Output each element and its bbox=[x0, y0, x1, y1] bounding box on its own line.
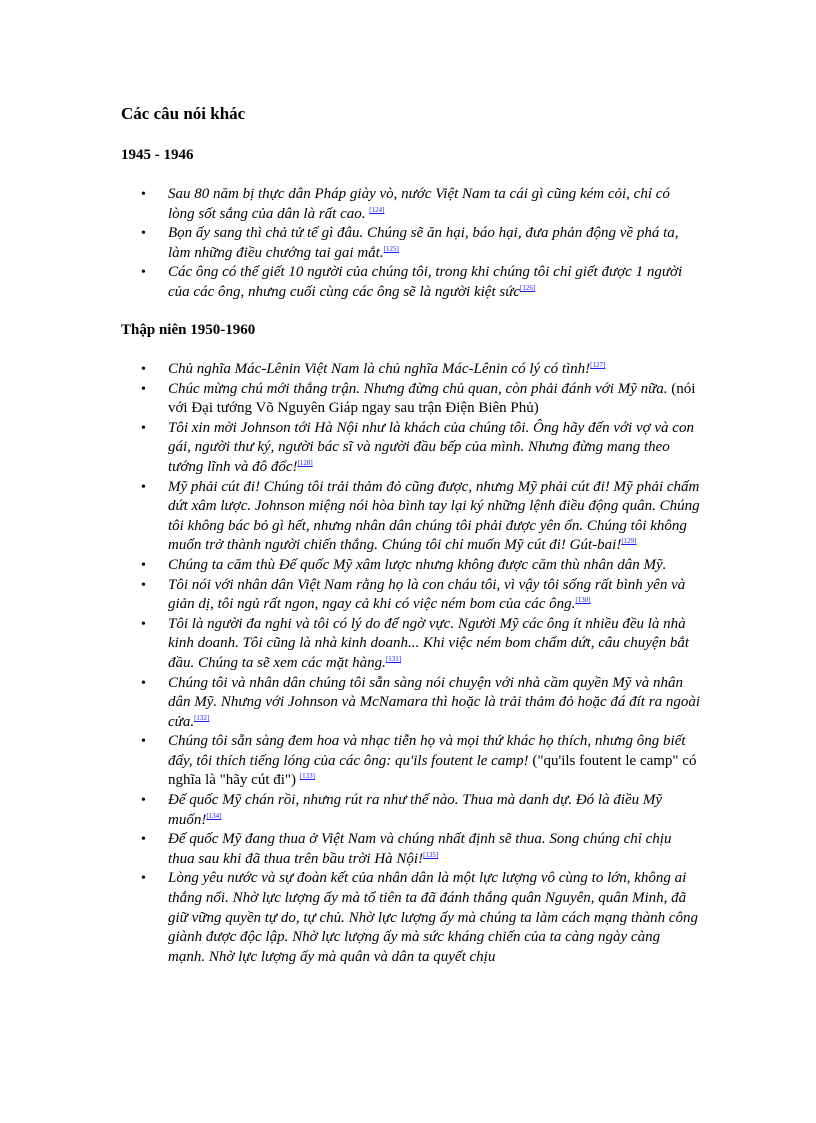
list-item bbox=[120, 576, 700, 615]
quote-text: Mỹ phải cút đi! Chúng tôi trải thảm đỏ cũng được, nhưng Mỹ phải cút đi! Mỹ phải chấm dứt xâm lược. Johnson miệng nói hòa bình tay lại ký những lệnh điều động quân. Chúng tôi không bác bỏ gì hết, nhưng nhân dân chúng tôi phải được yên ổn. Chúng tôi không muốn trở thành người chiến thắng. Chúng tôi chỉ muốn Mỹ cút đi! Gút-bai! bbox=[168, 478, 700, 554]
footnote-link[interactable]: [132] bbox=[194, 713, 210, 722]
page-title: Các câu nói khác bbox=[121, 104, 246, 123]
footnote-link[interactable]: [134] bbox=[206, 811, 222, 820]
footnote-link[interactable]: [135] bbox=[423, 850, 439, 859]
list-item bbox=[120, 674, 700, 733]
quote-text: Tôi xin mời Johnson tới Hà Nội như là khách của chúng tôi. Ông hãy đến với vợ và con gái, người thư ký, người bác sĩ và người đầu bếp của mình. Nhưng đừng mang theo tướng lĩnh và đô đốc! bbox=[168, 419, 694, 475]
footnote-link[interactable]: [130] bbox=[575, 596, 591, 605]
list-item bbox=[120, 478, 700, 556]
footnote-link[interactable]: [128] bbox=[297, 458, 313, 467]
quote-text: Bọn ấy sang thì chả tử tế gì đâu. Chúng sẽ ăn hại, báo hại, đưa phản động về phá ta, làm những điều chướng tai gai mắt. bbox=[168, 225, 679, 261]
section-heading-1950-1960: Thập niên 1950-1960 bbox=[121, 322, 256, 338]
footnote-link[interactable]: [126] bbox=[520, 283, 536, 292]
list-item bbox=[120, 224, 700, 263]
footnote-link[interactable]: [124] bbox=[369, 205, 385, 214]
quote-note: ("qu'ils foutent le camp" có nghĩa là "hãy cút đi") bbox=[168, 752, 697, 789]
quote-text: Chúng ta căm thù Đế quốc Mỹ xâm lược nhưng không được căm thù nhân dân Mỹ. bbox=[168, 556, 667, 573]
footnote-link[interactable]: [131] bbox=[385, 654, 402, 663]
quote-text: Đế quốc Mỹ đang thua ở Việt Nam và chúng nhất định sẽ thua. Song chúng chỉ chịu thua sau khi đã thua trên bầu trời Hà Nội! bbox=[168, 831, 672, 867]
section-heading-1945-1946: 1945 - 1946 bbox=[121, 147, 194, 163]
footnote-link[interactable]: [129] bbox=[621, 537, 637, 546]
quote-text: Lòng yêu nước và sự đoàn kết của nhân dân là một lực lượng vô cùng to lớn, không ai thắng nổi. Nhờ lực lượng ấy mà tổ tiên ta đã đánh thắng quân Nguyên, quân Minh, đã giữ vững quyền tự do, tự chủ. Nhờ lực lượng ấy mà chúng ta làm cách mạng thành công giành được độc lập. Nhờ lực lượng ấy mà sức kháng chiến của ta càng ngày càng mạnh. Nhờ lực lượng ấy mà quân và dân ta quyết chịu bbox=[168, 870, 699, 965]
footnote-link[interactable]: [133] bbox=[299, 772, 315, 781]
list-item bbox=[120, 360, 700, 380]
quote-list-1950-1960 bbox=[120, 360, 700, 967]
quote-text: Sau 80 năm bị thực dân Pháp giày vò, nước Việt Nam ta cái gì cũng kém cỏi, chỉ có lòng sốt sắng của dân là rất cao. bbox=[168, 186, 670, 222]
list-item bbox=[120, 263, 700, 302]
quote-text: Chúng tôi và nhân dân chúng tôi sẵn sàng nói chuyện với nhà cầm quyền Mỹ và nhân dân Mỹ. Nhưng với Johnson và McNamara thì hoặc là trải thảm đỏ hoặc đá đít ra ngoài cửa. bbox=[168, 674, 700, 730]
quote-text: Tôi là người đa nghi và tôi có lý do để ngờ vực. Người Mỹ các ông ít nhiều đều là nhà kinh doanh. Tôi cũng là nhà kinh doanh... Khi việc ném bom chấm dứt, câu chuyện bắt đầu. Chúng ta sẽ xem các mặt hàng. bbox=[168, 615, 690, 671]
list-item bbox=[120, 869, 700, 967]
quote-text: Các ông có thể giết 10 người của chúng tôi, trong khi chúng tôi chỉ giết được 1 người của các ông, nhưng cuối cùng các ông sẽ là người kiệt sức bbox=[168, 264, 683, 300]
list-item bbox=[120, 419, 700, 478]
quote-text: Chúng tôi sẵn sàng đem hoa và nhạc tiễn họ và mọi thứ khác họ thích, nhưng ông biết đấy, tôi thích tiếng lóng của các ông: qu'ils foutent le camp! bbox=[168, 733, 686, 769]
list-item bbox=[120, 615, 700, 674]
list-item bbox=[120, 380, 700, 419]
quote-note: (nói với Đại tướng Võ Nguyên Giáp ngay sau trận Điện Biên Phủ) bbox=[168, 380, 696, 417]
quote-text: Chúc mừng chú mới thắng trận. Nhưng đừng chủ quan, còn phải đánh với Mỹ nữa. bbox=[168, 380, 668, 397]
quote-text: Đế quốc Mỹ chán rồi, nhưng rút ra như thế nào. Thua mà danh dự. Đó là điều Mỹ muốn! bbox=[168, 792, 663, 828]
list-item bbox=[120, 185, 700, 224]
footnote-link[interactable]: [127] bbox=[590, 361, 606, 369]
quote-text: Tôi nói với nhân dân Việt Nam rằng họ là con cháu tôi, vì vậy tôi sống rất bình yên và giản dị, tôi ngủ rất ngon, ngay cả khi có việc ném bom của các ông. bbox=[168, 576, 686, 613]
list-item bbox=[120, 791, 700, 830]
footnote-link[interactable]: [125] bbox=[383, 244, 399, 253]
list-item bbox=[120, 556, 700, 576]
quote-list-1945-1946 bbox=[120, 185, 700, 303]
list-item bbox=[120, 830, 700, 869]
quote-text: Chủ nghĩa Mác-Lênin Việt Nam là chủ nghĩa Mác-Lênin có lý có tình! bbox=[168, 361, 591, 377]
list-item bbox=[120, 732, 700, 791]
